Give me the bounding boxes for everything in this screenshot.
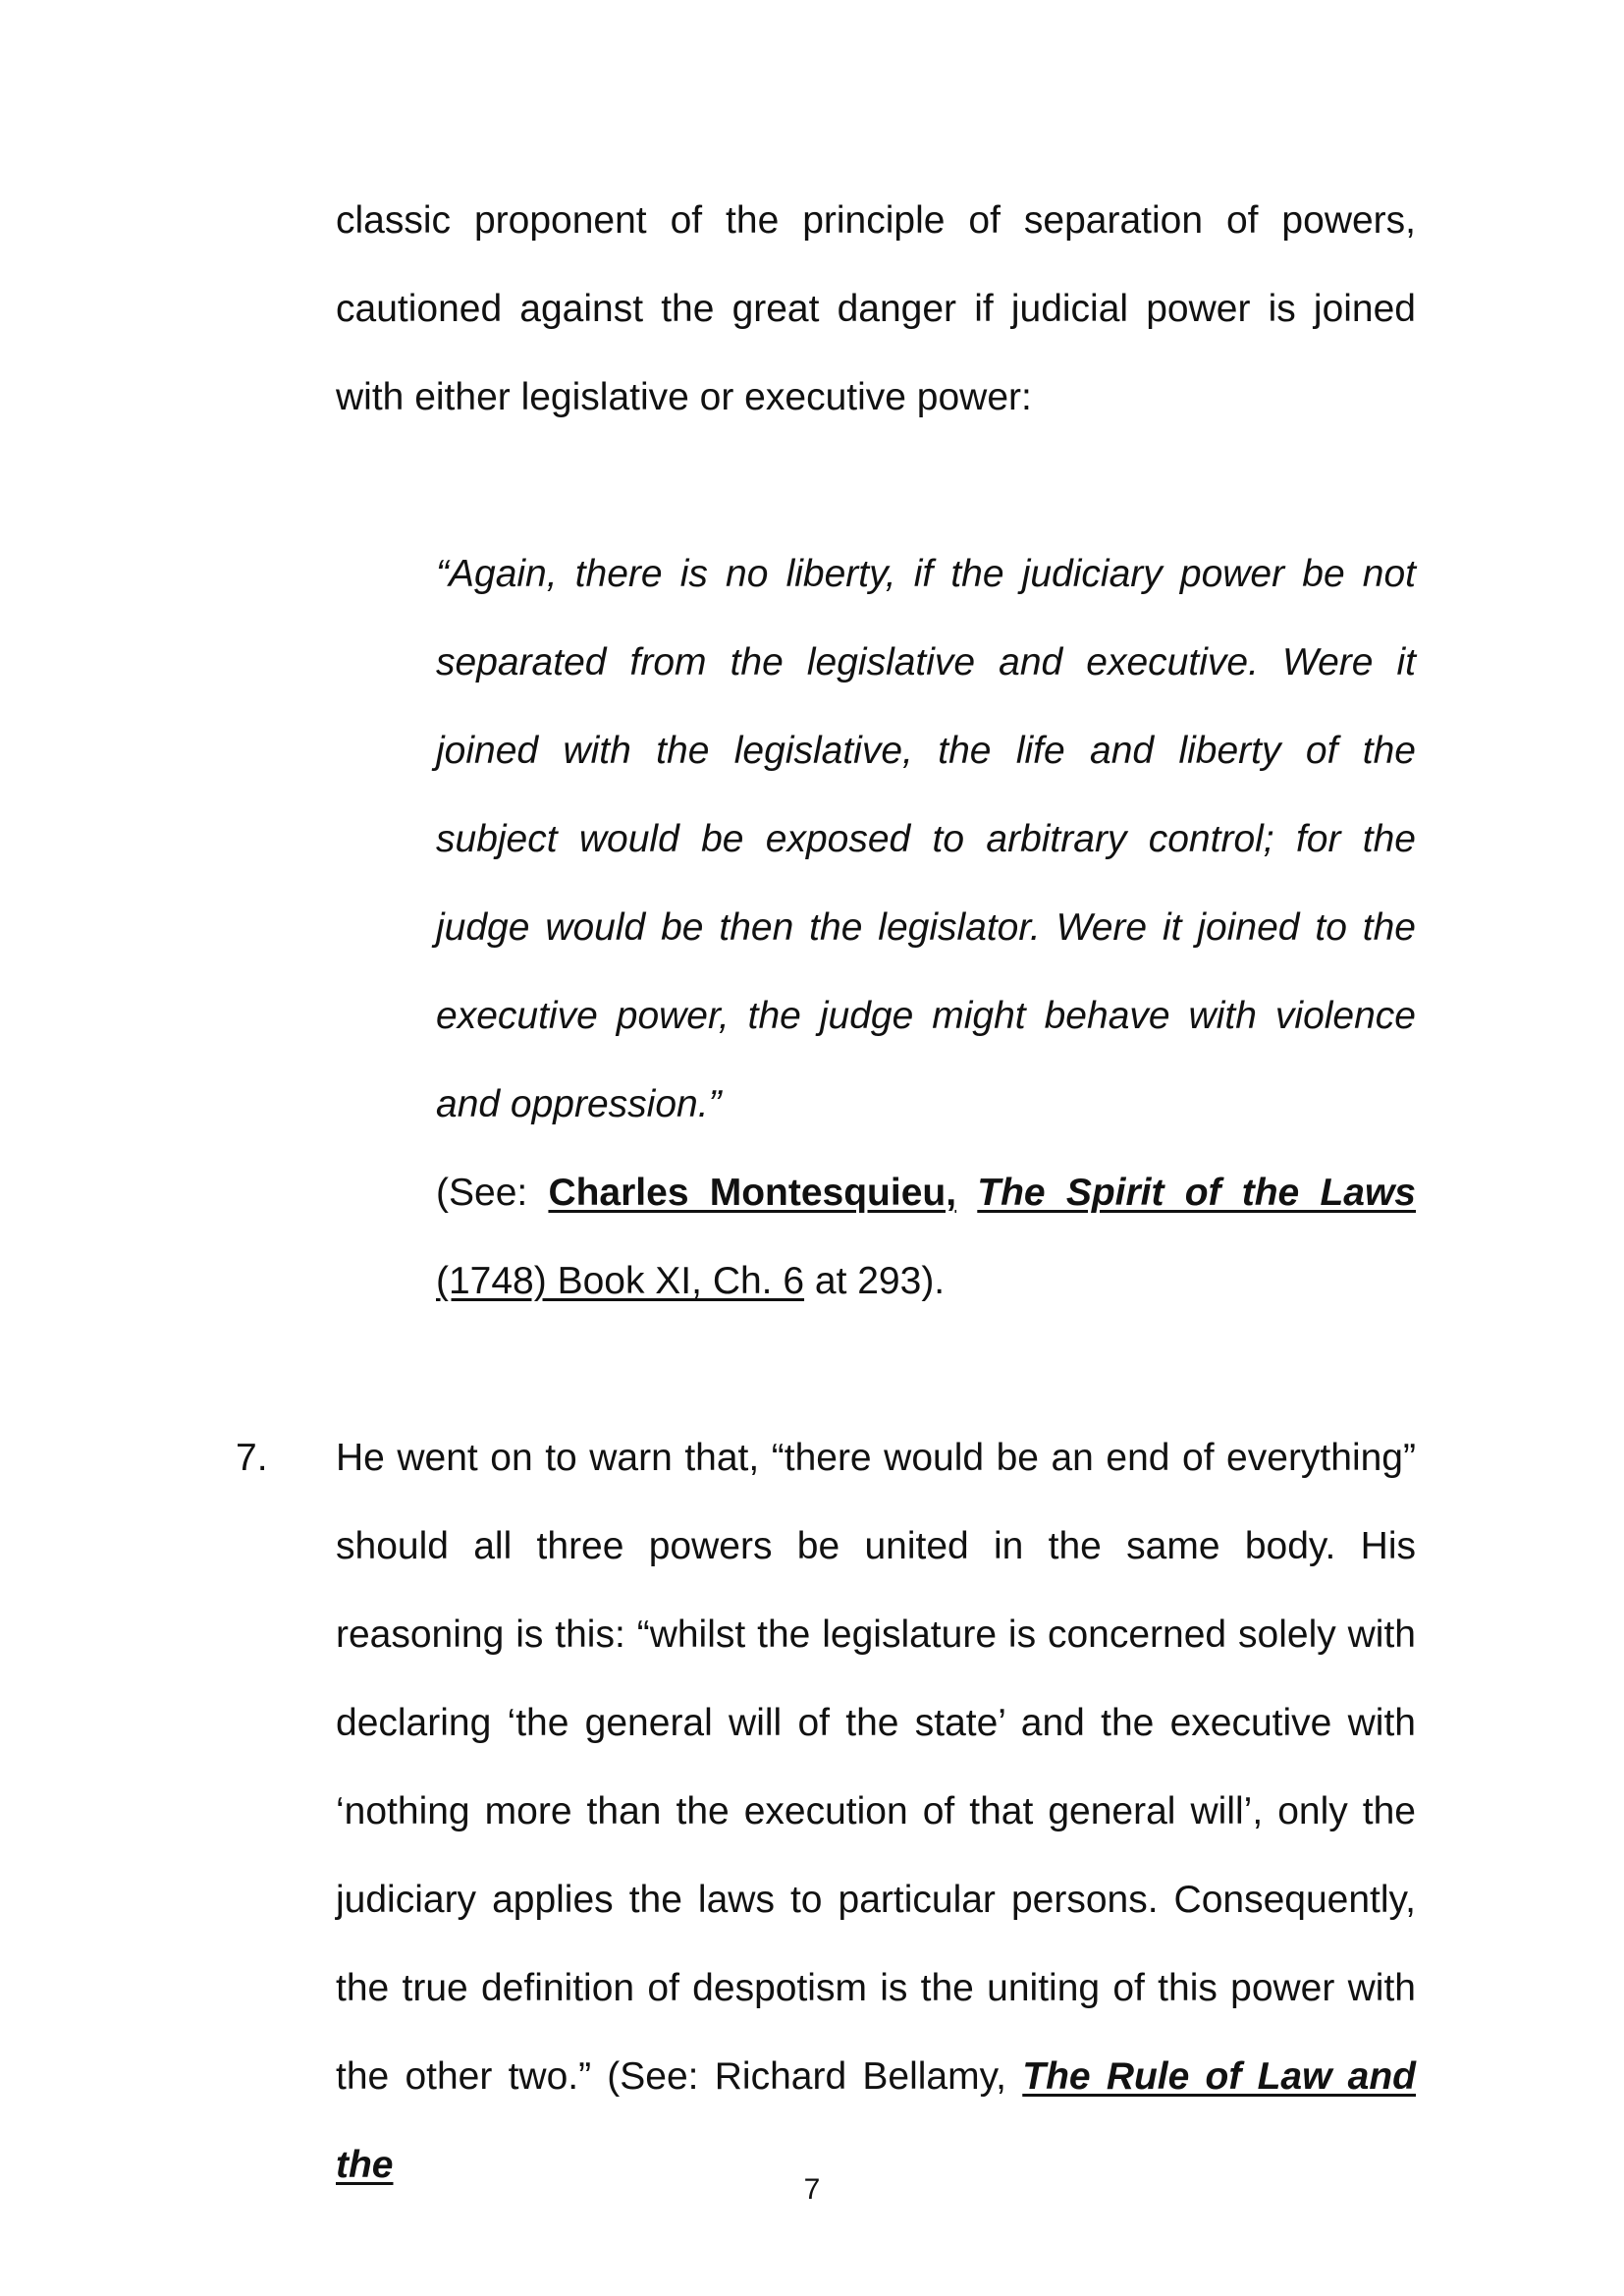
quote-text: “Again, there is no liberty, if the judiciary power be not separated from the legislative and executive. Were it joined with the legislative, the life and liberty of the subject would be exposed to arbitrary control; for the judge would be then the legislator. Were it joined to the executive power, the judge might behave with violence and oppression.”: [436, 553, 1416, 1125]
page-number: 7: [803, 2173, 821, 2206]
reference-title: The Rule of Law and the: [336, 2055, 1417, 2186]
citation-suffix: at 293).: [804, 1260, 946, 1302]
paragraph-7-text: He went on to warn that, “there would be an end of everything” should all three powers be united in the same body. His reasoning is this: “whilst the legislature is concerned solely with declaring ‘the general will of the state’ and the executive with ‘nothing more than the execution of that general will’, only the judiciary applies the laws to particular persons. Consequently, the true definition of despotism is the uniting of this power with the other two.” (See: Richard Bellamy,: [336, 1437, 1416, 2098]
citation-prefix: (See:: [436, 1172, 549, 1214]
quote-citation: [436, 1149, 1416, 1326]
citation-source: (1748) Book XI, Ch. 6: [436, 1260, 805, 1302]
intro-paragraph: [336, 177, 1416, 442]
citation-author: Charles Montesquieu,: [548, 1172, 957, 1214]
paragraph-7: [336, 1414, 1416, 2210]
intro-text: classic proponent of the principle of separation of powers, cautioned against the great danger if judicial power is joined with either legislative or executive power:: [336, 199, 1416, 418]
paragraph-number: 7.: [236, 1437, 268, 1479]
citation-title: The Spirit of the Laws: [977, 1172, 1416, 1214]
block-quote: [436, 530, 1416, 1326]
